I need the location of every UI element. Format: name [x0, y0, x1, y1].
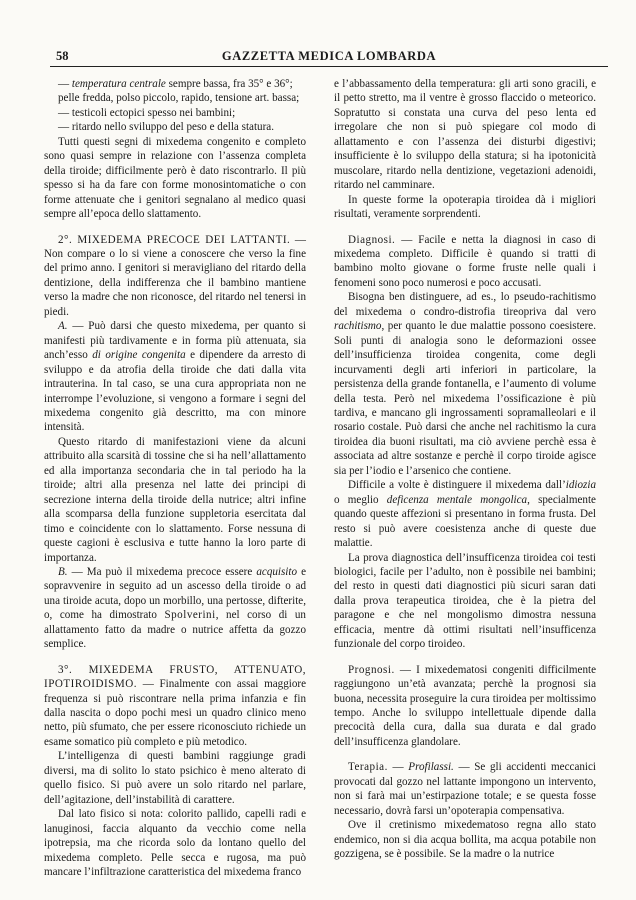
text-run: — ritardo nello sviluppo del peso e della statura.: [58, 121, 274, 134]
paragraph: [44, 749, 306, 807]
paragraph: [44, 319, 306, 435]
italic-text: rachitismo: [334, 320, 382, 333]
italic-text: temperatura centrale: [71, 78, 166, 90]
text-run: , per quanto le due malattie possono coesistere. Soli punti di analogia sono le deformazioni ossee dell’insufficienza tiroidea congenita, come degli incurvamenti degli arti inferiori in particolare, la persistenza della grande fontanella, e l’aumento di volume della testa. Però nel mixedema l’ossificazione è più tardiva, e mancano gli ingrossamenti sopramalleolari e il rosario costale. Può darsi che anche nel rachitismo la cura tiroidea dia buoni risultati, ma ciò avviene perchè essa è associata ad altre sostanze e perchè il corpo tiroide agisce sia per l’iodio e l’arsenico che contiene.: [334, 320, 596, 477]
text-run: Dal lato fisico si nota: colorito pallido, capelli radi e lanuginosi, faccia alquanto da vecchio come nella ipotrepsia, ma che ricorda solo da lontano quello del mixedema completo. Pelle secca e rugosa, ma può mancare l’infiltrazione caratteristica del mixedema franco: [44, 808, 306, 879]
text-run: Questo ritardo di manifestazioni viene da alcuni attribuito alla scarsità di tossine che si ha nell’allattamento ed alla importanza secondaria che in tal periodo ha la tiroide; altri alla presenza nel latte dei principi di secrezione interna della tiroide della nutrice; altri infine alla scomparsa della funzione suppletoria esercitata dal timo e coincidente con lo slattamento. Forse nessuna di queste cagioni è esclusiva e tutte hanno la loro parte di importanza.: [44, 435, 306, 564]
section-paragraph: [334, 663, 596, 750]
italic-text: B.: [58, 565, 68, 578]
section-paragraph: [44, 233, 306, 320]
text-run: L’intelligenza di questi bambini raggiunge gradi diversi, ma di solito lo stato psichico è meno alterato di quello fisico. Si può avere un solo ritardo nel parlare, dell’agitazione, dell’instabilità di carattere.: [44, 750, 306, 806]
italic-text: idiozia: [565, 479, 596, 492]
text-run: La prova diagnostica dell’insufficenza tiroidea coi testi biologici, facile per l’adulto, non è possibile nei bambini; del resto in questi dati diagnostici più sicuri saran dati dalla prova terapeutica tiroidea, che è la pietra del paragone e che nel mongolismo dimostra nessuna efficacia, mentre dà ottimi risultati nell’insufficenza funzionale del corpo tiroideo.: [334, 551, 596, 651]
text-run: — Ma può il mixedema precoce essere: [67, 565, 257, 578]
paragraph: [334, 77, 596, 193]
section-paragraph: [334, 760, 596, 818]
paragraph: [44, 807, 306, 879]
text-run: — testicoli ectopici spesso nei bambini;: [58, 106, 236, 119]
italic-text: Profilassi.: [408, 761, 454, 774]
italic-text: deficenza mentale mongolica: [386, 493, 528, 506]
paragraph: [334, 818, 596, 861]
text-run: e sopravvenire in seguito ad un ascesso della tiroide o ad una tiroide acuta, dopo un morbillo, una pertosse, difterite, o, come ha dimostrato: [44, 565, 306, 622]
small-caps-text: Terapia.: [348, 761, 388, 774]
list-item: [44, 106, 306, 120]
paragraph: [334, 551, 596, 652]
journal-title: GAZZETTA MEDICA LOMBARDA: [221, 49, 437, 63]
italic-text: acquisito: [256, 565, 298, 578]
text-run: — Se gli accidenti meccanici provocati dal gozzo nel lattante impongono un intervento, non si farà mai un’estirpazione totale; e se questa fosse necessario, dovrà farsi un’opoterapia compensativa.: [334, 761, 597, 817]
right-column: [334, 77, 596, 862]
paragraph: [334, 478, 596, 550]
small-caps-text: 2°. MIXEDEMA PRECOCE DEI LATTANTI.: [58, 233, 291, 246]
text-run: — Non compare o lo si viene a conoscere che verso la fine del primo anno. I genitori si meravigliano del ritardo della dentizione, della indifferenza che il bambino mantiene verso la madre che non riconosce, del ritardo nel tenersi in piedi.: [44, 233, 306, 318]
text-run: In queste forme la opoterapia tiroidea dà i migliori risultati, veramente sorprendenti.: [334, 193, 596, 221]
text-run: Bisogna ben distinguere, ad es., lo pseudo-rachitismo del mixedema o condro-distrofia tireopriva dal vero: [334, 291, 596, 318]
italic-text: di origine congenita: [92, 349, 186, 362]
text-run: Difficile a volte è distinguere il mixedema dall’: [348, 479, 566, 492]
text-run: Tutti questi segni di mixedema congenito e completo sono quasi sempre in relazione con l’assenza completa della tiroide; difficilmente però è dato riscontrarlo. Il più spesso si ha da fare con forme monosintomatiche o con forme attenuate che i genitori segnalano al medico quasi sempre all’epoca dello slattamento.: [44, 135, 306, 221]
text-run: Ove il cretinismo mixedematoso regna allo stato endemico, non si dia acqua bollita, ma acqua potabile non gozzigena, se è possibile. Se la madre o la nutrice: [334, 819, 596, 861]
text-run: , nel corso di un allattamento fatto da madre o nutrice affetta da gozzo semplice.: [44, 609, 306, 651]
page-number: 58: [56, 49, 69, 63]
text-run: — I mixedematosi congeniti difficilmente raggiungono un’età avanzata; perchè la prognosi sia buona, necessita proseguire la cura tiroidea per moltissimo tempo. Anche lo sviluppo intellettuale dipende dalla precocità della cura, dalla sua durata e dal grado dell’insufficenza glandolare.: [334, 663, 596, 748]
text-run: pelle fredda, polso piccolo, rapido, tensione art. bassa;: [58, 92, 300, 105]
paragraph: [334, 193, 596, 222]
text-run: — Può darsi che questo mixedema, per quanto si manifesti più tardivamente e in forma più attenuata, sia anch’esso: [44, 320, 306, 362]
text-run: — Finalmente con assai maggiore frequenza si può riscontrare nella prima infanzia e fin dalla nascita o dopo pochi mesi un quadro clinico meno netto, più sfumato, che per essere riconosciuto richiede un esame somatico più completo e più metodico.: [44, 678, 306, 748]
running-header: [50, 48, 608, 67]
text-run: sempre bassa, fra 35° e 36°;: [165, 78, 293, 90]
paragraph: [44, 135, 306, 222]
italic-text: A.: [58, 320, 68, 333]
text-run: , specialmente quando queste affezioni si presentano in forma frusta. Del resto si può avere coesistenza anche di queste due malattie.: [334, 493, 596, 550]
small-caps-text: Spolverini: [164, 609, 216, 622]
section-paragraph: [44, 663, 306, 750]
left-column: [44, 77, 306, 879]
paragraph: [44, 565, 306, 652]
small-caps-text: Prognosi.: [348, 663, 395, 676]
text-run: e dipendere da arresto di sviluppo e da atrofia della tiroide che dati dalla vita intrauterina. In tal caso, se una cura appropriata non ne interrompe l’evoluzione, si vengono a formare i segni del mixedema congenito già descritto, ma con minore intensità.: [44, 349, 307, 434]
list-item: [44, 77, 306, 91]
text-run: —: [387, 761, 409, 774]
paragraph: [334, 290, 596, 478]
section-paragraph: [334, 233, 596, 291]
list-item: [44, 120, 306, 134]
text-run: o meglio: [334, 493, 387, 506]
small-caps-text: 3°. MIXEDEMA FRUSTO, ATTENUATO, IPOTIROIDISMO.: [44, 663, 306, 691]
text-run: —: [58, 78, 72, 90]
paragraph: [44, 435, 306, 565]
text-run: e l’abbassamento della temperatura: gli arti sono gracili, e il petto stretto, ma il ventre è grosso flaccido o meteorico. Sopratutto si constata una curva del peso lenta ed irregolare che non si può spiegare col modo di allattamento e con l’assenza dei disturbi digestivi; insufficiente è lo sviluppo della statura; si ha ipotonicità muscolare, ritardo nella dentizione, vegetazioni adenoidi, ritardo nel camminare.: [334, 78, 596, 192]
list-item: [44, 91, 306, 105]
small-caps-text: Diagnosi.: [348, 233, 396, 246]
text-run: — Facile e netta la diagnosi in caso di mixedema completo. Difficile è quando si tratti di bambino molto giovane o forme fruste nelle quali i fenomeni sono poco numerosi e poco accusati.: [334, 233, 596, 289]
